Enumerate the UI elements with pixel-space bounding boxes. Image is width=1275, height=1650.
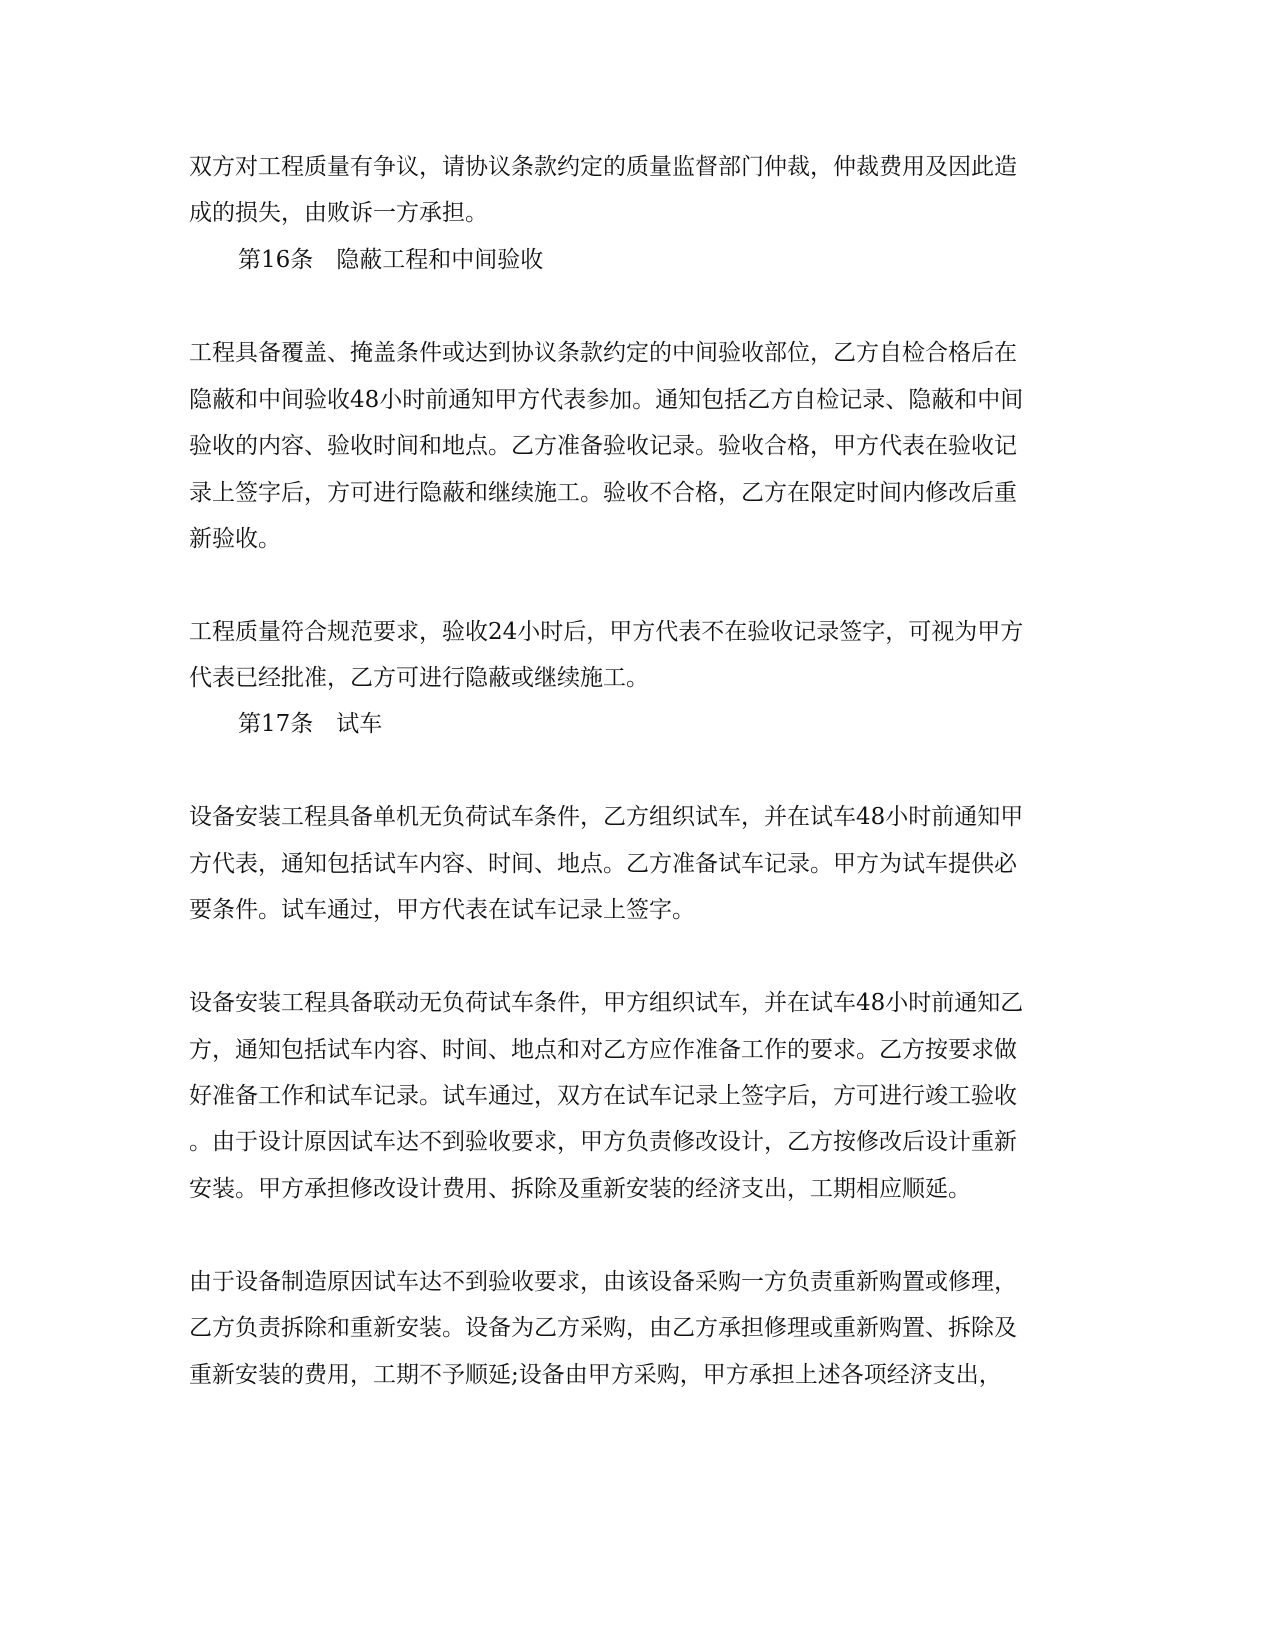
paragraph-line: 设备安装工程具备联动无负荷试车条件，甲方组织试车，并在试车48小时前通知乙: [189, 990, 1024, 1016]
paragraph-line: 乙方负责拆除和重新安装。设备为乙方采购，由乙方承担修理或重新购置、拆除及: [189, 1315, 1017, 1341]
paragraph-line: 重新安装的费用，工期不予顺延;设备由甲方采购，甲方承担上述各项经济支出，: [189, 1362, 1002, 1388]
paragraph-line: 成的损失，由败诉一方承担。: [189, 200, 488, 226]
paragraph-line: 新验收。: [189, 526, 281, 552]
paragraph-line: 方代表，通知包括试车内容、时间、地点。乙方准备试车记录。甲方为试车提供必: [189, 851, 1017, 877]
paragraph-line: 录上签字后，方可进行隐蔽和继续施工。验收不合格，乙方在限定时间内修改后重: [189, 480, 1017, 506]
paragraph-line: 工程质量符合规范要求，验收24小时后，甲方代表不在验收记录签字，可视为甲方: [189, 619, 1024, 645]
paragraph-line: 由于设备制造原因试车达不到验收要求，由该设备采购一方负责重新购置或修理，: [189, 1269, 1017, 1295]
paragraph-line: 双方对工程质量有争议，请协议条款约定的质量监督部门仲裁，仲裁费用及因此造: [189, 154, 1017, 180]
paragraph-line: 安装。甲方承担修改设计费用、拆除及重新安装的经济支出，工期相应顺延。: [189, 1176, 971, 1202]
paragraph-line: 要条件。试车通过，甲方代表在试车记录上签字。: [189, 897, 695, 923]
paragraph-line: 隐蔽和中间验收48小时前通知甲方代表参加。通知包括乙方自检记录、隐蔽和中间: [189, 387, 1024, 413]
article-heading: 第16条 隐蔽工程和中间验收: [238, 247, 544, 273]
paragraph-line: 好准备工作和试车记录。试车通过，双方在试车记录上签字后，方可进行竣工验收: [189, 1083, 1017, 1109]
article-heading: 第17条 试车: [238, 711, 383, 737]
paragraph-line: 方，通知包括试车内容、时间、地点和对乙方应作准备工作的要求。乙方按要求做: [189, 1037, 1017, 1063]
paragraph-line: 代表已经批准，乙方可进行隐蔽或继续施工。: [189, 665, 649, 691]
paragraph-line: 设备安装工程具备单机无负荷试车条件，乙方组织试车，并在试车48小时前通知甲: [189, 804, 1024, 830]
paragraph-line: 工程具备覆盖、掩盖条件或达到协议条款约定的中间验收部位，乙方自检合格后在: [189, 340, 1017, 366]
paragraph-line: 。由于设计原因试车达不到验收要求，甲方负责修改设计，乙方按修改后设计重新: [189, 1129, 1017, 1155]
paragraph-line: 验收的内容、验收时间和地点。乙方准备验收记录。验收合格，甲方代表在验收记: [189, 433, 1017, 459]
